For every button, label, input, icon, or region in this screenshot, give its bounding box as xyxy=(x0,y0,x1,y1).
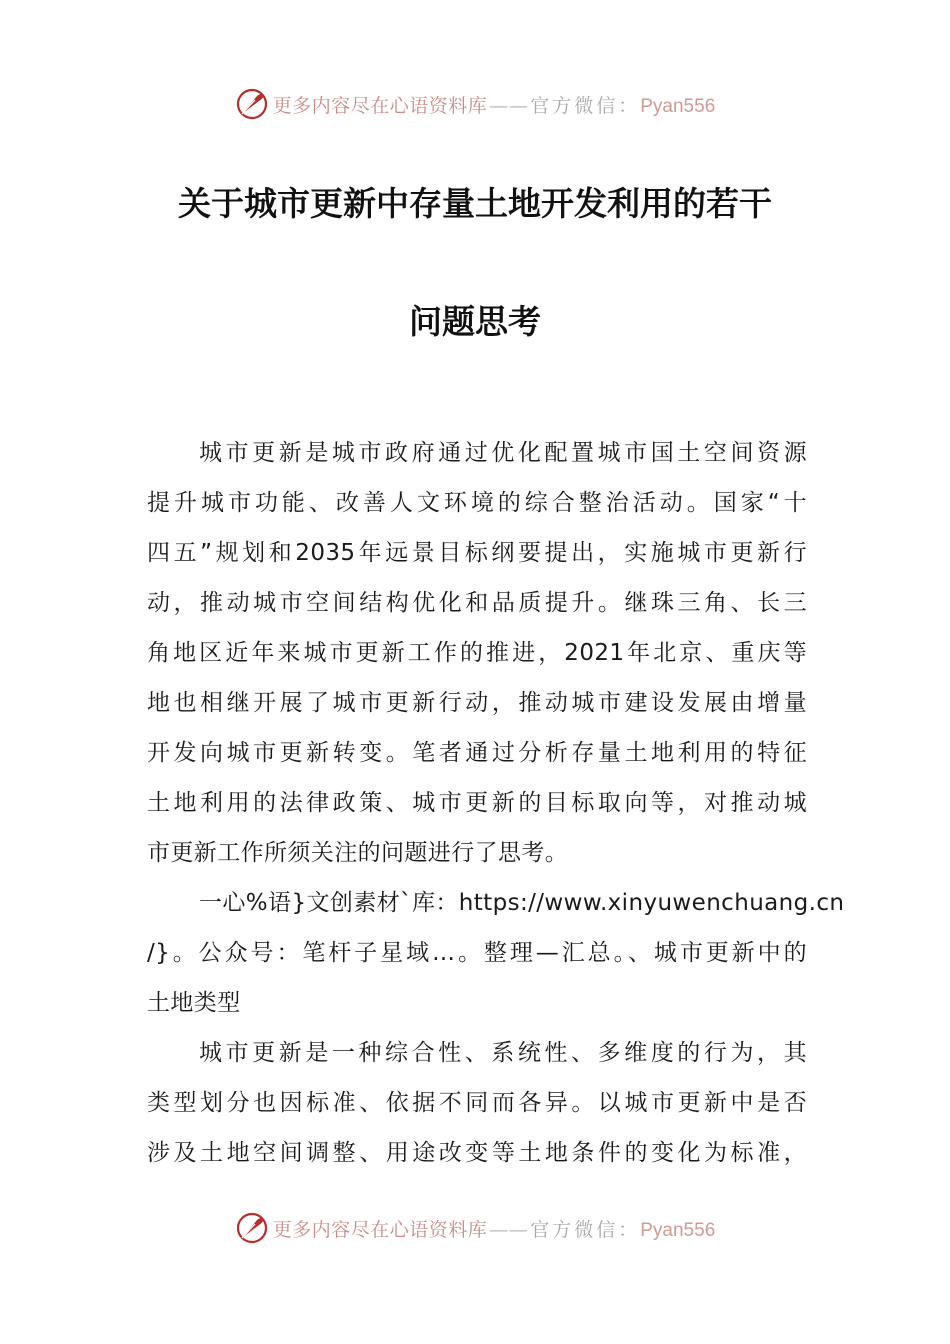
body-line: 城市更新是城市政府通过优化配置城市国土空间资源 xyxy=(199,440,807,466)
banner-wechat-label: 官方微信： xyxy=(530,94,641,117)
banner-wechat-label: 官方微信： xyxy=(530,1218,641,1241)
banner-wechat-id: Pyan556 xyxy=(640,1219,716,1241)
quill-logo-icon xyxy=(235,1211,269,1245)
header-watermark-banner xyxy=(0,84,950,124)
banner-text xyxy=(273,1215,716,1242)
body-line: 一心%语}文创素材`库：https://www.xinyuwenchuang.cn xyxy=(199,890,845,916)
banner-prefix: 更多内容尽在心语资料库 xyxy=(272,94,488,117)
document-title-line-2: 问题思考 xyxy=(409,302,541,341)
section-heading: 土地类型 xyxy=(147,990,241,1016)
banner-separator: —— xyxy=(489,94,529,117)
banner-text xyxy=(273,91,716,118)
banner-separator: —— xyxy=(489,1218,529,1241)
body-line: /}。公众号：笔杆子星域…。整理—汇总。、城市更新中的 xyxy=(147,940,807,966)
body-line: 角地区近年来城市更新工作的推进，2021年北京、重庆等 xyxy=(147,640,807,666)
body-line: 土地利用的法律政策、城市更新的目标取向等，对推动城 xyxy=(147,790,807,816)
body-line: 类型划分也因标准、依据不同而各异。以城市更新中是否 xyxy=(147,1090,807,1116)
body-line: 四五”规划和2035年远景目标纲要提出，实施城市更新行 xyxy=(147,540,807,566)
body-line: 城市更新是一种综合性、系统性、多维度的行为，其 xyxy=(199,1040,807,1066)
body-line: 涉及土地空间调整、用途改变等土地条件的变化为标准， xyxy=(147,1140,807,1166)
body-line: 动，推动城市空间结构优化和品质提升。继珠三角、长三 xyxy=(147,590,807,616)
footer-watermark-banner xyxy=(0,1208,950,1248)
banner-prefix: 更多内容尽在心语资料库 xyxy=(272,1218,488,1241)
body-line: 市更新工作所须关注的问题进行了思考。 xyxy=(147,840,569,866)
document-title-line-1: 关于城市更新中存量土地开发利用的若干 xyxy=(178,184,772,223)
body-line: 提升城市功能、改善人文环境的综合整治活动。国家“十 xyxy=(147,490,807,516)
banner-wechat-id: Pyan556 xyxy=(640,95,716,117)
body-line: 开发向城市更新转变。笔者通过分析存量土地利用的特征 xyxy=(147,740,807,766)
body-line: 地也相继开展了城市更新行动，推动城市建设发展由增量 xyxy=(147,690,807,716)
document-body xyxy=(147,428,845,1178)
quill-logo-icon xyxy=(235,87,269,121)
